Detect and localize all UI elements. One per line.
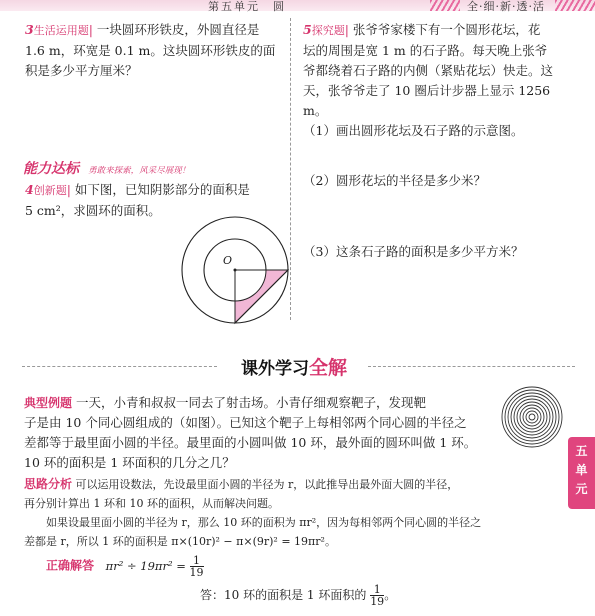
question-5-sub3: （3）这条石子路的面积是多少平方米？ bbox=[303, 244, 524, 259]
answer-label: 正确解答 bbox=[46, 558, 95, 573]
unit-title: 第五单元 圆 bbox=[208, 0, 286, 13]
analysis-line3: 如果设最里面小圆的半径为 r，那么 10 环的面积为 πr²，因为每相邻两个同心圆的半径之 bbox=[46, 516, 482, 529]
question-3-line2: 1.6 m，环宽是 0.1 m。这块圆环形铁皮的面 bbox=[25, 43, 276, 58]
target-ring bbox=[529, 414, 535, 420]
target-ring bbox=[514, 399, 550, 435]
question-4-line1: 4创新题| 如下图，已知阴影部分的面积是 bbox=[25, 182, 250, 197]
question-number: 4 bbox=[25, 182, 34, 197]
question-number: 3 bbox=[25, 22, 34, 37]
example-line2: 子是由 10 个同心圆组成的（如图）。已知这个靶子上每相邻两个同心圆的半径之 bbox=[24, 415, 467, 430]
target-ring bbox=[526, 411, 538, 423]
example-label: 典型例题 bbox=[24, 396, 73, 410]
target-ring bbox=[517, 402, 547, 432]
side-tab-char: 五 bbox=[575, 444, 588, 458]
analysis-line2: 再分别计算出 1 环和 10 环的面积，从而解决问题。 bbox=[24, 497, 279, 510]
analysis-section bbox=[24, 475, 564, 551]
ability-header bbox=[23, 158, 190, 178]
analysis-label: 思路分析 bbox=[24, 477, 73, 491]
question-5-sub2: （2）圆形花坛的半径是多少米？ bbox=[303, 173, 486, 188]
ability-slogan: 勇敢来探索，风采尽展现！ bbox=[88, 166, 191, 176]
header-stripes-right bbox=[555, 0, 595, 11]
column-divider bbox=[290, 18, 291, 320]
unit-side-tab bbox=[568, 437, 595, 509]
question-3-line3: 积是多少平方厘米？ bbox=[25, 63, 138, 78]
side-tab-char: 元 bbox=[575, 482, 588, 496]
final-answer: 答：10 环的面积是 1 环面积的 $\frac{1}{19}$ 。 bbox=[200, 583, 397, 608]
target-ring bbox=[520, 405, 544, 429]
header-stripes bbox=[430, 0, 460, 11]
answer-fraction: $\frac{1}{19}$ bbox=[189, 554, 204, 579]
question-3-line1: 3生活运用题| 一块圆环形铁皮，外圆直径是 bbox=[25, 22, 260, 37]
analysis-line1: 思路分析 可以运用设数法，先设最里面小圆的半径为 r，以此推导出最外面大圆的半径， bbox=[24, 477, 459, 491]
answer-expression: πr² ÷ 19πr² = bbox=[105, 558, 186, 573]
annulus-diagram bbox=[180, 215, 290, 325]
ability-title: 能力达标 bbox=[23, 161, 79, 177]
question-5-line3: 爷都绕着石子路的内侧（紧贴花坛）快走。这 bbox=[303, 63, 554, 78]
final-fraction: $\frac{1}{19}$ bbox=[370, 583, 385, 608]
question-5-line4: 天，张爷爷走了 10 圈后计步器上显示 1256 m。 bbox=[303, 83, 551, 118]
analysis-line4: 差都是 r，所以 1 环的面积是 π×(10r)² − π×(9r)² = 19πr²。 bbox=[24, 535, 336, 548]
question-5-line2: 坛的周围是宽 1 m 的石子路。每天晚上张爷 bbox=[303, 43, 548, 58]
center-point bbox=[234, 269, 237, 272]
side-tab-char: 单 bbox=[575, 463, 588, 477]
page-header bbox=[0, 0, 595, 14]
question-4-line2: 5 cm²，求圆环的面积。 bbox=[25, 203, 161, 218]
question-5-sub1: （1）画出圆形花坛及石子路的示意图。 bbox=[303, 123, 524, 138]
banner-divider-left bbox=[22, 366, 217, 367]
center-label: O bbox=[223, 254, 233, 267]
answer-line bbox=[46, 555, 204, 578]
example-line4: 10 环的面积是 1 环面积的几分之几？ bbox=[24, 455, 235, 470]
question-number: 5 bbox=[303, 22, 312, 37]
question-tag: 生活运用题 bbox=[33, 24, 89, 37]
target-figure bbox=[500, 385, 564, 449]
example-line1: 典型例题 一天，小青和叔叔一同去了射击场。小青仔细观察靶子，发现靶 bbox=[24, 395, 427, 410]
example-line3: 差都等于最里面小圆的半径。最里面的小圆叫做 10 环，最外面的圆环叫做 1 环。 bbox=[24, 435, 477, 450]
question-5-line1: 5探究题| 张爷爷家楼下有一个圆形花坛，花 bbox=[303, 22, 541, 37]
target-ring bbox=[505, 390, 559, 444]
question-5 bbox=[303, 20, 573, 141]
banner-title: 课外学习全解 bbox=[240, 357, 347, 379]
banner-divider-right bbox=[368, 366, 575, 367]
question-tag: 探究题 bbox=[311, 24, 345, 37]
series-title: 全·细·新·透·活 bbox=[467, 0, 545, 13]
question-tag: 创新题 bbox=[33, 184, 67, 197]
target-ring bbox=[508, 393, 556, 441]
section-banner bbox=[226, 351, 362, 379]
example-problem bbox=[24, 393, 494, 473]
question-3 bbox=[25, 20, 287, 81]
target-rings bbox=[502, 387, 562, 447]
